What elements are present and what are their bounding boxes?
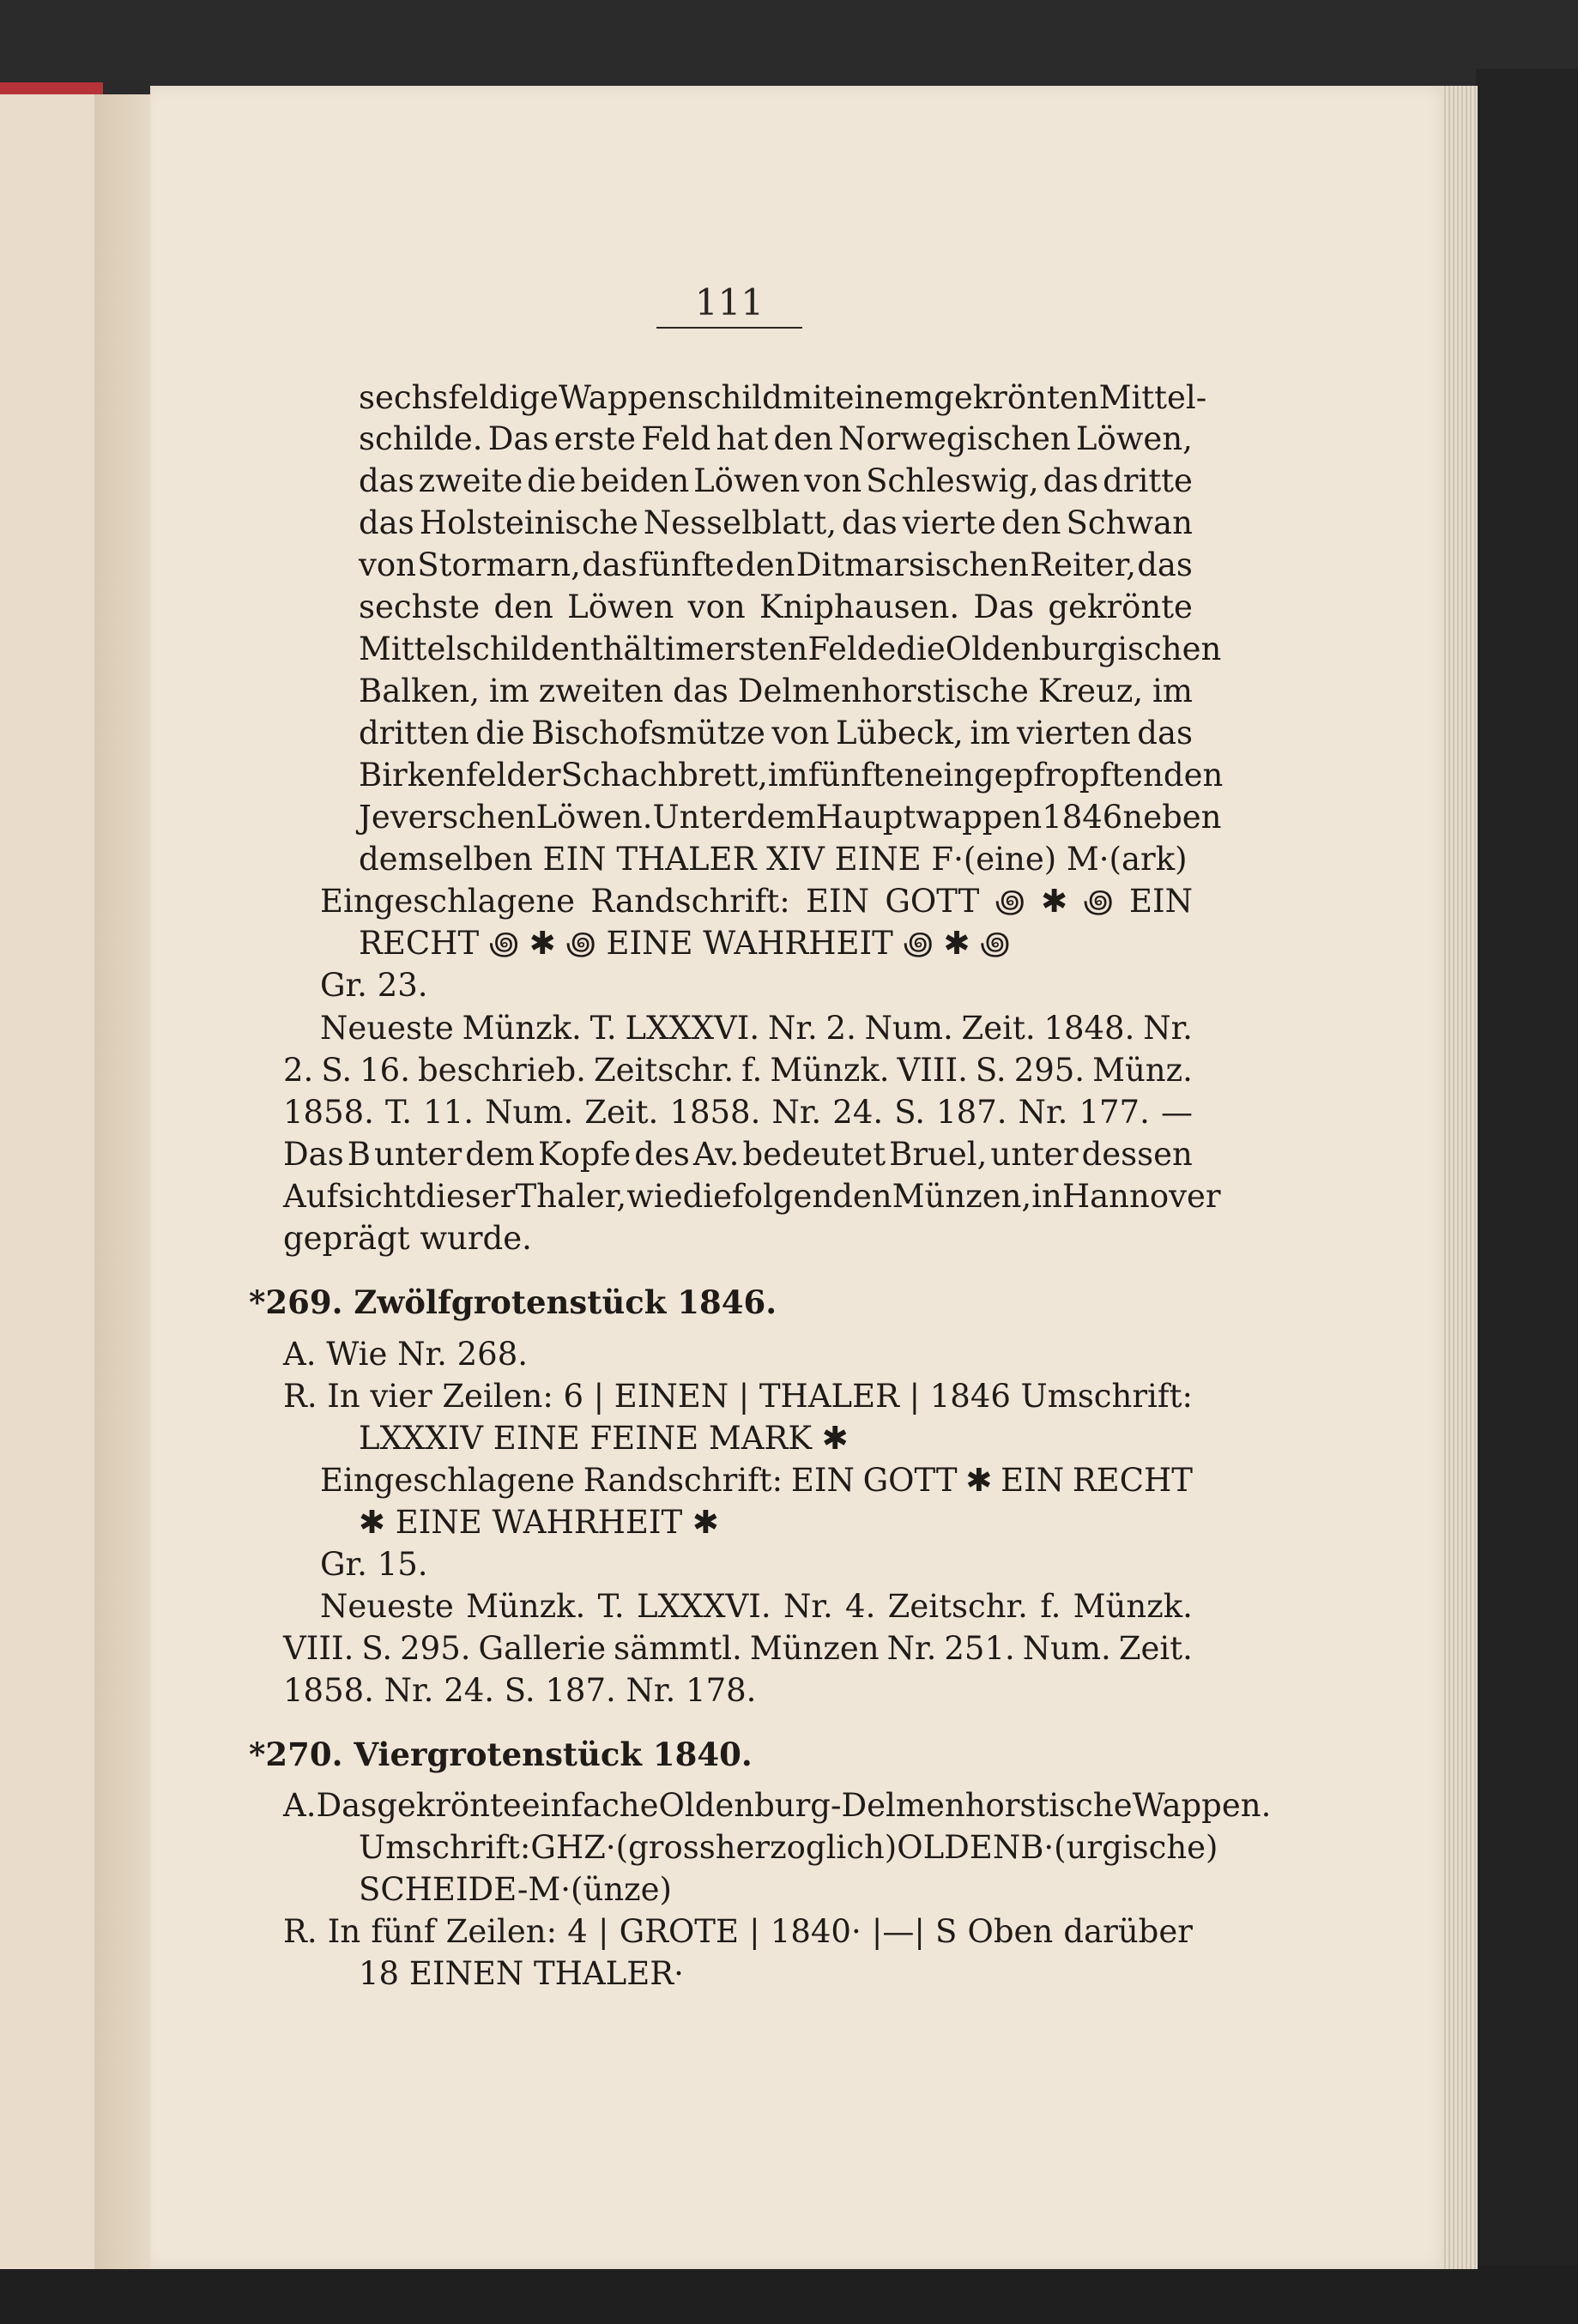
text-line-17: 2. S. 16. beschrieb. Zeitschr. f. Münzk. VIII. S. 295. Münz. — [283, 1052, 1193, 1089]
text-line-37: 18 EINEN THALER· — [359, 1955, 684, 1992]
text-line-3: das zweite die beiden Löwen von Schleswig, das dritte — [359, 462, 1193, 499]
text-line-20: Aufsicht dieser Thaler, wie die folgenden Münzen, in Hannover — [283, 1178, 1221, 1215]
text-line-2: schilde. Das erste Feld hat den Norwegischen Löwen, — [359, 420, 1193, 457]
text-line-28: Gr. 15. — [320, 1546, 428, 1583]
entry-heading-270: *270. Viergrotenstück 1840. — [249, 1735, 753, 1773]
text-line-4: das Holsteinische Nesselblatt, das vierte den Schwan — [359, 504, 1193, 541]
text-line-9: dritten die Bischofsmütze von Lübeck, im vierten das — [359, 715, 1193, 752]
text-line-10: Birkenfelder Schachbrett, im fünften eingepfropften den — [359, 757, 1224, 794]
text-line-30: VIII. S. 295. Gallerie sämmtl. Münzen Nr. 251. Num. Zeit. — [283, 1630, 1193, 1667]
text-line-29: Neueste Münzk. T. LXXXVI. Nr. 4. Zeitschr. f. Münzk. — [320, 1588, 1193, 1625]
left-page-edge — [0, 94, 98, 2269]
text-line-8: Balken, im zweiten das Delmenhorstische Kreuz, im — [359, 673, 1193, 709]
text-line-27: ✱ EINE WAHRHEIT ✱ — [359, 1504, 719, 1541]
text-line-24: R. In vier Zeilen: 6 | EINEN | THALER | 1846 Umschrift: — [283, 1378, 1193, 1415]
text-line-23: A. Wie Nr. 268. — [283, 1336, 529, 1373]
text-line-6: sechste den Löwen von Kniphausen. Das gekrönte — [359, 589, 1193, 625]
page-number: 111 — [656, 281, 802, 329]
text-line-35: SCHEIDE-M·(ünze) — [359, 1871, 672, 1908]
page-edges — [1442, 86, 1478, 2269]
book-cover-bottom — [0, 2265, 1578, 2324]
text-line-5: von Stormarn, das fünfte den Ditmarsischen Reiter, das — [359, 546, 1193, 583]
text-line-36: R. In fünf Zeilen: 4 | GROTE | 1840· |—| S Oben darüber — [283, 1913, 1193, 1950]
text-line-31: 1858. Nr. 24. S. 187. Nr. 178. — [283, 1672, 757, 1709]
text-line-26: Eingeschlagene Randschrift: EIN GOTT ✱ EIN RECHT — [320, 1462, 1193, 1499]
text-line-34: Umschrift: GHZ·(grossherzoglich) OLDENB·(urgische) — [359, 1829, 1218, 1866]
text-line-7: Mittelschild enthält im ersten Felde die Oldenburgischen — [359, 631, 1222, 667]
text-line-15: Gr. 23. — [320, 967, 428, 1004]
text-line-13: Eingeschlagene Randschrift: EIN GOTT ꩜ ✱ ꩜ EIN — [320, 883, 1193, 920]
book-cover-top — [0, 0, 1578, 81]
text-line-25: LXXXIV EINE FEINE MARK ✱ — [359, 1420, 849, 1457]
book-cover-right — [1476, 69, 1578, 2324]
text-line-33: A. Das gekrönte einfache Oldenburg-Delmenhorstische Wappen. — [283, 1787, 1272, 1824]
text-line-11: Jeverschen Löwen. Unter dem Hauptwappen 1846 neben — [359, 799, 1222, 836]
text-line-16: Neueste Münzk. T. LXXXVI. Nr. 2. Num. Zeit. 1848. Nr. — [320, 1010, 1193, 1047]
text-line-21: geprägt wurde. — [283, 1220, 532, 1257]
text-line-14: RECHT ꩜ ✱ ꩜ EINE WAHRHEIT ꩜ ✱ ꩜ — [359, 925, 1011, 962]
entry-heading-269: *269. Zwölfgrotenstück 1846. — [249, 1283, 777, 1321]
text-line-1: sechsfeldige Wappenschild mit einem gekrönten Mittel- — [359, 379, 1207, 416]
text-line-18: 1858. T. 11. Num. Zeit. 1858. Nr. 24. S. 187. Nr. 177. — — [283, 1094, 1193, 1131]
text-line-19: Das B unter dem Kopfe des Av. bedeutet Bruel, unter dessen — [283, 1136, 1193, 1173]
text-line-12: demselben EIN THALER XIV EINE F·(eine) M·(ark) — [359, 841, 1188, 878]
